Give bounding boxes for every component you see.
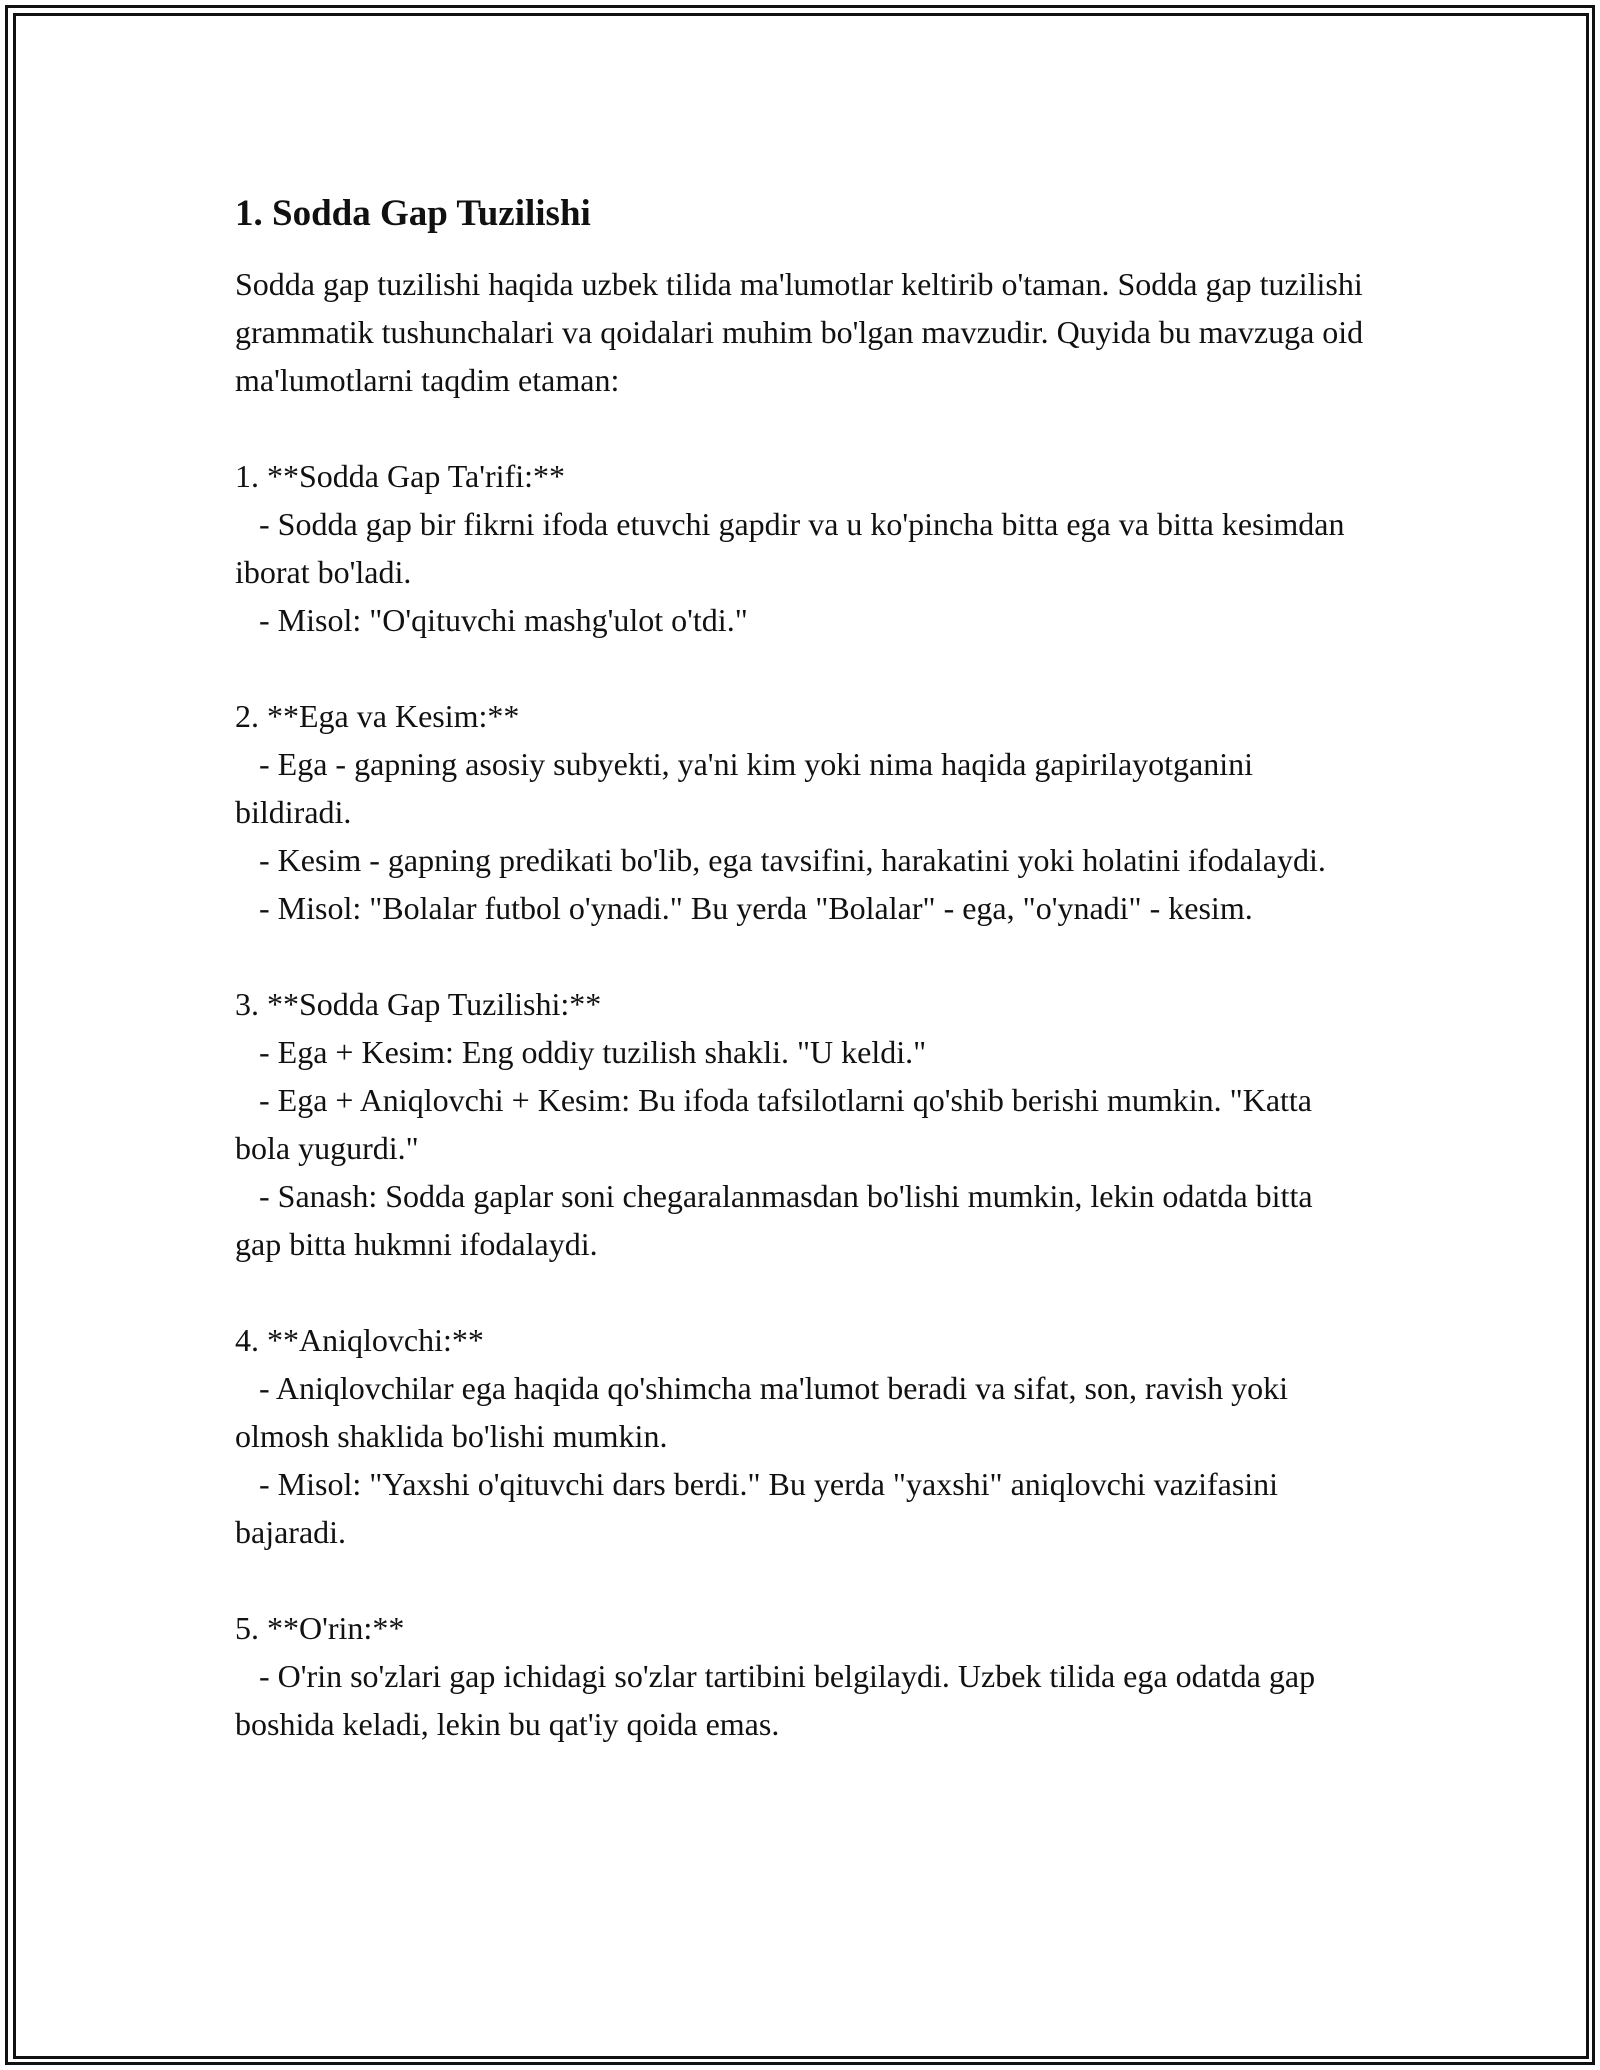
document-content	[235, 190, 1365, 1748]
document-title: 1. Sodda Gap Tuzilishi	[235, 193, 591, 234]
document-body: Sodda gap tuzilishi haqida uzbek tilida ma'lumotlar keltirib o'taman. Sodda gap tuzilishi grammatik tushunchalari va qoidalari muhim bo'lgan mavzudir. Quyida bu mavzuga oid ma'lumotlarni taqdim etaman: 1. **Sodda Gap Ta'rifi:** - Sodda gap bir fikrni ifoda etuvchi gapdir va u ko'pincha bitta ega va bitta kesimdan iborat bo'ladi. - Misol: "O'qituvchi mashg'ulot o'tdi." 2. **Ega va Kesim:** - Ega - gapning asosiy subyekti, ya'ni kim yoki nima haqida gapirilayotganini bildiradi. - Kesim - gapning predikati bo'lib, ega tavsifini, harakatini yoki holatini ifodalaydi. - Misol: "Bolalar futbol o'ynadi." Bu yerda "Bolalar" - ega, "o'ynadi" - kesim. 3. **Sodda Gap Tuzilishi:** - Ega + Kesim: Eng oddiy tuzilish shakli. "U keldi." - Ega + Aniqlovchi + Kesim: Bu ifoda tafsilotlarni qo'shib berishi mumkin. "Katta bola yugurdi." - Sanash: Sodda gaplar soni chegaralanmasdan bo'lishi mumkin, lekin odatda bitta gap bitta hukmni ifodalaydi. 4. **Aniqlovchi:** - Aniqlovchilar ega haqida qo'shimcha ma'lumot beradi va sifat, son, ravish yoki olmosh shaklida bo'lishi mumkin. - Misol: "Yaxshi o'qituvchi dars berdi." Bu yerda "yaxshi" aniqlovchi vazifasini bajaradi. 5. **O'rin:** - O'rin so'zlari gap ichidagi so'zlar tartibini belgilaydi. Uzbek tilida ega odatda gap boshida keladi, lekin bu qat'iy qoida emas.	[235, 266, 1364, 1742]
